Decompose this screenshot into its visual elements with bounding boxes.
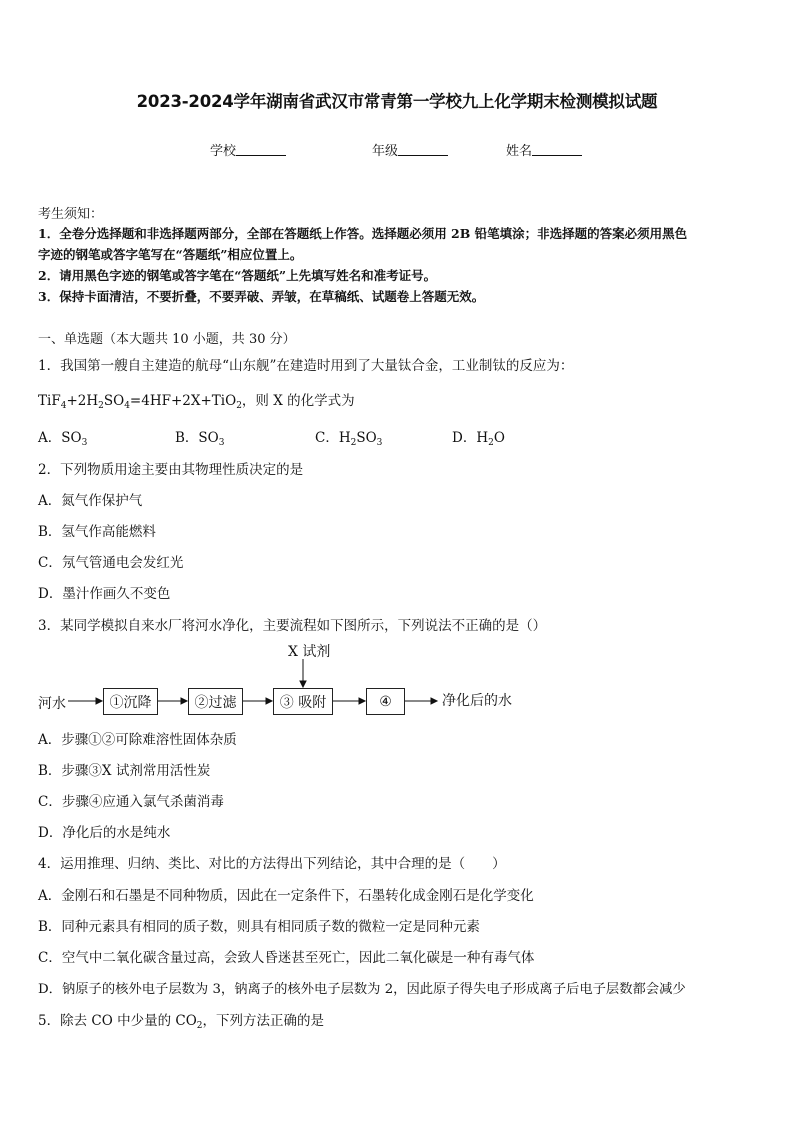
- notice-item-2: 2．请用黑色字迹的钢笔或答字笔在“答题纸”上先填写姓名和准考证号。: [38, 268, 437, 283]
- notice-heading: 考生须知：: [38, 207, 104, 222]
- q3-option-b[interactable]: B．步骤③X 试剂常用活性炭: [38, 763, 211, 779]
- q1-option-d[interactable]: D．$H_2O$: [452, 430, 505, 448]
- output-label: 净化后的水: [442, 693, 512, 709]
- step-filtration: ②过滤: [188, 688, 243, 715]
- q2-option-b[interactable]: B．氢气作高能燃料: [38, 524, 156, 540]
- step-sedimentation: ①沉降: [103, 688, 158, 715]
- q3-option-a[interactable]: A．步骤①②可除难溶性固体杂质: [38, 732, 237, 748]
- q1-option-a[interactable]: A．$SO_3$: [38, 430, 88, 448]
- school-label: 学校: [210, 144, 237, 159]
- diagram-arrows: [0, 640, 460, 720]
- section-heading: 一、单选题（本大题共 10 小题，共 30 分）: [38, 332, 296, 347]
- name-field[interactable]: [506, 140, 582, 159]
- step-four: ④: [366, 688, 405, 715]
- reagent-label: X 试剂: [288, 644, 331, 660]
- input-label: 河水: [38, 696, 66, 712]
- notice-item-1-cont: 字迹的钢笔或答字笔写在“答题纸”相应位置上。: [38, 247, 303, 262]
- q4-option-c[interactable]: C．空气中二氧化碳含量过高，会致人昏迷甚至死亡，因此二氧化碳是一种有毒气体: [38, 950, 535, 966]
- q4-option-b[interactable]: B．同种元素具有相同的质子数，则具有相同质子数的微粒一定是同种元素: [38, 919, 480, 935]
- q3-option-c[interactable]: C．步骤④应通入氯气杀菌消毒: [38, 794, 224, 810]
- name-label: 姓名: [506, 144, 533, 159]
- q1-equation-suffix: ，则 X 的化学式为: [241, 393, 355, 409]
- grade-blank[interactable]: [398, 143, 448, 156]
- q1-option-c[interactable]: C．$H_2SO_3$: [315, 430, 383, 448]
- q3-stem: 3．某同学模拟自来水厂将河水净化，主要流程如下图所示，下列说法不正确的是（）: [38, 618, 547, 634]
- notice-item-3: 3．保持卡面清洁，不要折叠，不要弄破、弄皱，在草稿纸、试题卷上答题无效。: [38, 289, 485, 304]
- q4-option-a[interactable]: A．金刚石和石墨是不同种物质，因此在一定条件下，石墨转化成金刚石是化学变化: [38, 888, 534, 904]
- q1-equation: $TiF_4+2H_2SO_4=4HF+2X+TiO_2$，则 X 的化学式为: [38, 393, 355, 411]
- q2-stem: 2．下列物质用途主要由其物理性质决定的是: [38, 462, 304, 478]
- q3-option-d[interactable]: D．净化后的水是纯水: [38, 825, 171, 841]
- q2-option-c[interactable]: C．氖气管通电会发红光: [38, 555, 184, 571]
- notice-item-1: 1．全卷分选择题和非选择题两部分，全部在答题纸上作答。选择题必须用 2B 铅笔填涂；非选择题的答案必须用黑色: [38, 226, 688, 241]
- q4-option-d[interactable]: D．钠原子的核外电子层数为 3，钠离子的核外电子层数为 2，因此原子得失电子形成离子后电子层数都会减少: [38, 982, 686, 997]
- q1-option-b[interactable]: B．$SO_3$: [175, 430, 225, 448]
- q5-stem: 5．除去 CO 中少量的 $CO_2$，下列方法正确的是: [38, 1013, 324, 1031]
- exam-title: 2023-2024学年湖南省武汉市常青第一学校九上化学期末检测模拟试题: [136, 92, 658, 111]
- grade-label: 年级: [372, 144, 399, 159]
- q1-stem: 1．我国第一艘自主建造的航母“山东舰”在建造时用到了大量钛合金，工业制钛的反应为：: [38, 358, 574, 374]
- q2-option-d[interactable]: D．墨汁作画久不变色: [38, 586, 171, 602]
- q2-option-a[interactable]: A．氮气作保护气: [38, 493, 143, 509]
- step-adsorption: ③ 吸附: [273, 688, 333, 715]
- school-blank[interactable]: [236, 143, 286, 156]
- grade-field[interactable]: [372, 140, 448, 159]
- school-field[interactable]: [210, 140, 286, 159]
- q4-stem: 4．运用推理、归纳、类比、对比的方法得出下列结论，其中合理的是（ ）: [38, 856, 506, 872]
- name-blank[interactable]: [532, 143, 582, 156]
